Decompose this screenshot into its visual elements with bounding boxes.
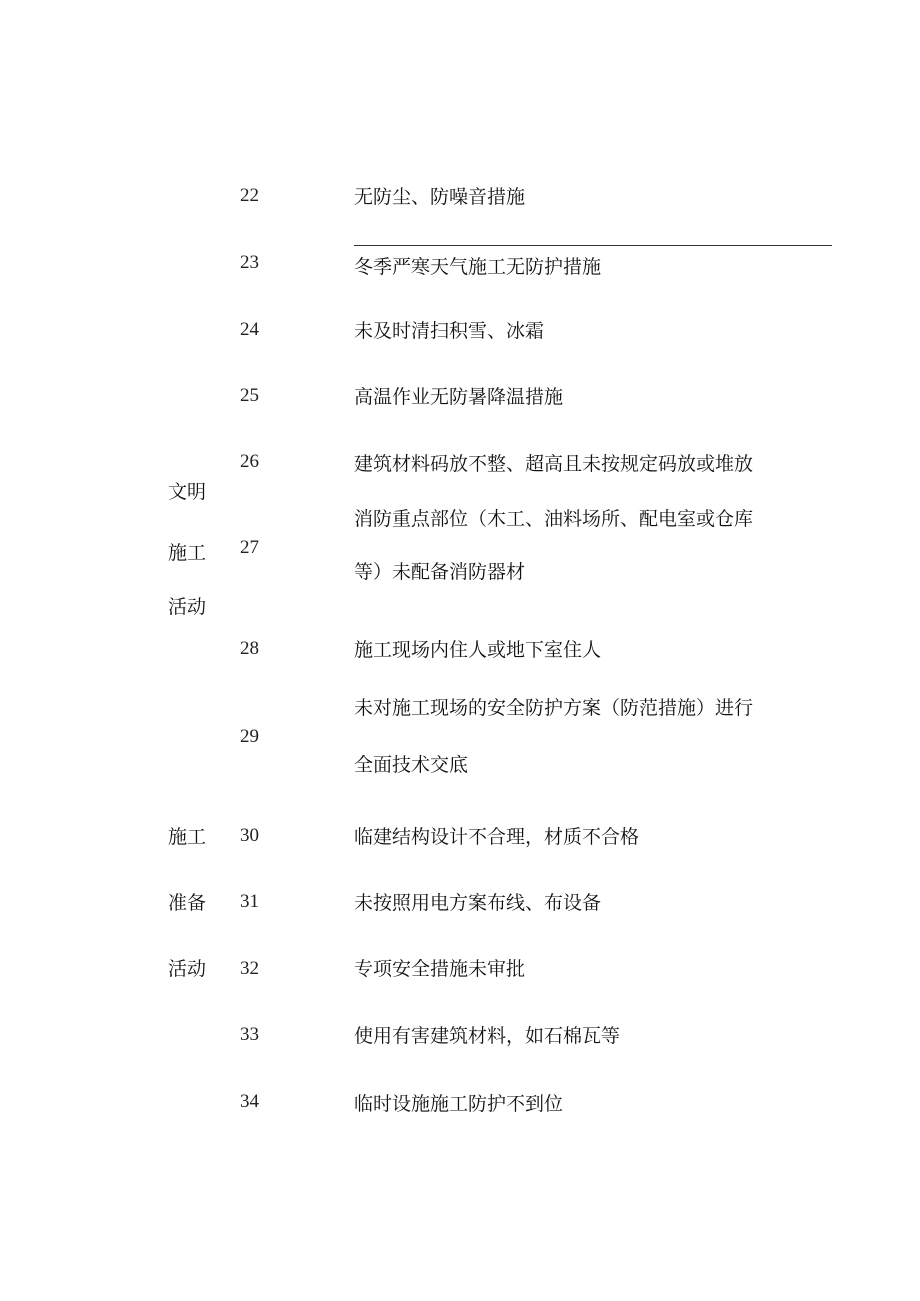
item-text: 无防尘、防噪音措施: [354, 186, 526, 208]
item-number: 22: [240, 185, 259, 206]
category-label: 活动: [168, 958, 207, 980]
category-label: 文明: [168, 481, 207, 503]
item-number: 23: [240, 252, 259, 273]
item-text: 未按照用电方案布线、布设备: [354, 892, 602, 914]
item-text: 未对施工现场的安全防护方案（防范措施）进行: [354, 697, 754, 719]
item-number: 24: [240, 319, 259, 340]
item-text: 建筑材料码放不整、超高且未按规定码放或堆放: [354, 453, 754, 475]
item-number: 26: [240, 451, 259, 472]
item-text: 施工现场内住人或地下室住人: [354, 639, 602, 661]
item-number: 34: [240, 1091, 259, 1112]
item-number: 32: [240, 958, 259, 979]
item-text: 冬季严寒天气施工无防护措施: [354, 256, 602, 278]
item-text: 消防重点部位（木工、油料场所、配电室或仓库: [354, 508, 754, 530]
item-number: 27: [240, 537, 259, 558]
item-text: 使用有害建筑材料，如石棉瓦等: [354, 1025, 621, 1047]
item-number: 30: [240, 825, 259, 846]
item-number: 33: [240, 1024, 259, 1045]
item-text: 未及时清扫积雪、冰霜: [354, 320, 545, 342]
category-label: 施工: [168, 542, 207, 564]
category-label: 施工: [168, 826, 207, 848]
item-text: 等）未配备消防器材: [354, 561, 526, 583]
item-number: 31: [240, 891, 259, 912]
category-label: 活动: [168, 596, 207, 618]
category-label: 准备: [168, 892, 207, 914]
item-number: 25: [240, 385, 259, 406]
item-number: 29: [240, 726, 259, 747]
item-text: 临建结构设计不合理，材质不合格: [354, 826, 640, 848]
item-text: 高温作业无防暑降温措施: [354, 386, 564, 408]
divider-line: [354, 245, 832, 246]
item-text: 临时设施施工防护不到位: [354, 1093, 564, 1115]
item-text: 全面技术交底: [354, 754, 469, 776]
item-text: 专项安全措施未审批: [354, 958, 526, 980]
item-number: 28: [240, 638, 259, 659]
